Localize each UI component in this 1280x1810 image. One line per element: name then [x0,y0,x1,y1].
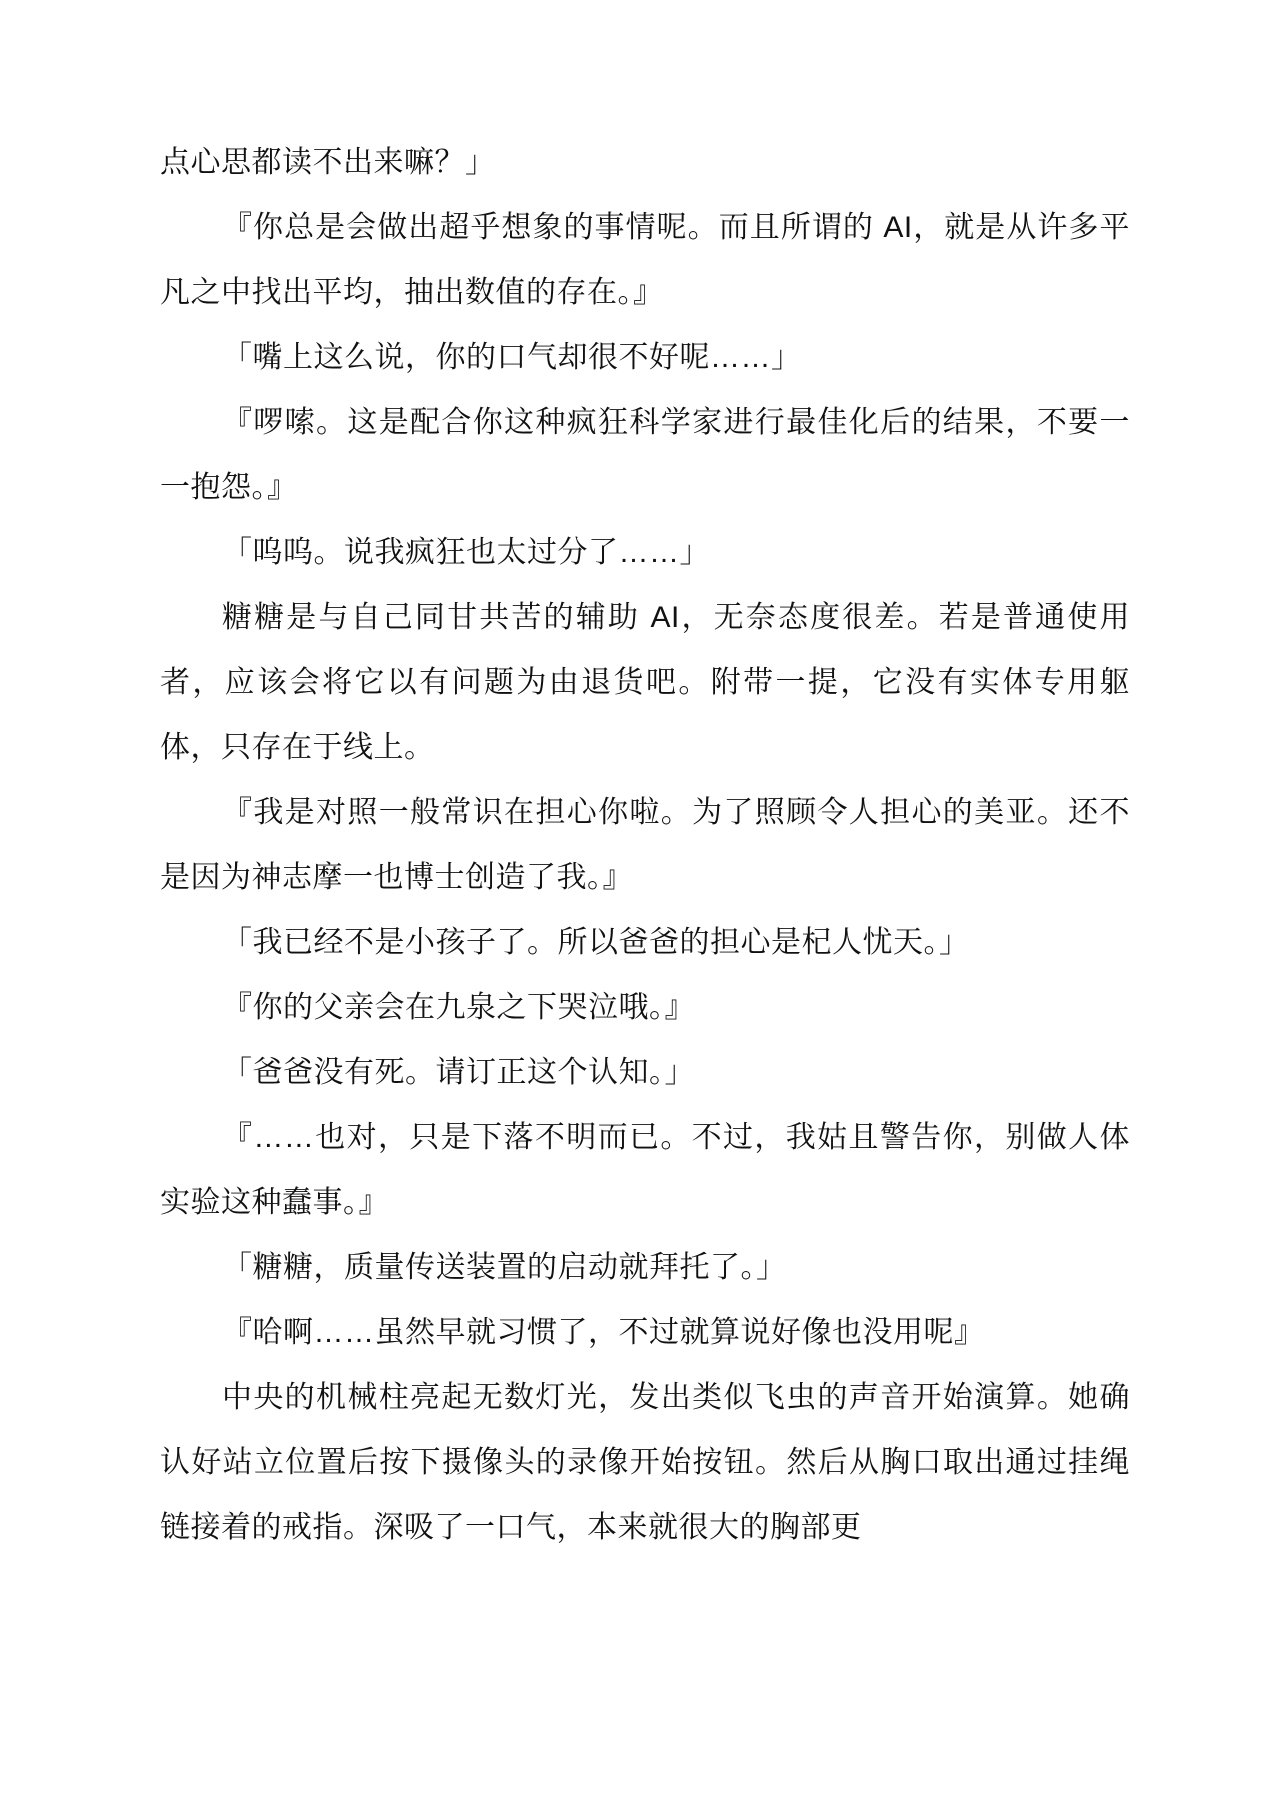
paragraph: 『……也对，只是下落不明而已。不过，我姑且警告你，别做人体实验这种蠢事。』 [160,1121,1130,1219]
paragraph: 「嘴上这么说，你的口气却很不好呢……」 [222,341,802,374]
paragraph: 「我已经不是小孩子了。所以爸爸的担心是杞人忧天。」 [222,926,970,959]
paragraph: 糖糖是与自己同甘共苦的辅助 AI，无奈态度很差。若是普通使用者，应该会将它以有问题为由退货吧。附带一提，它没有实体专用躯体，只存在于线上。 [160,601,1130,764]
paragraph: 「爸爸没有死。请订正这个认知。」 [222,1056,695,1089]
paragraph: 「糖糖，质量传送装置的启动就拜托了。」 [222,1251,787,1284]
paragraph: 『哈啊……虽然早就习惯了，不过就算说好像也没用呢』 [222,1316,985,1349]
paragraph: 『我是对照一般常识在担心你啦。为了照顾令人担心的美亚。还不是因为神志摩一也博士创造了我。』 [160,796,1130,894]
paragraph: 『你总是会做出超乎想象的事情呢。而且所谓的 AI，就是从许多平凡之中找出平均，抽出数值的存在。』 [160,211,1130,309]
paragraph: 中央的机械柱亮起无数灯光，发出类似飞虫的声音开始演算。她确认好站立位置后按下摄像头的录像开始按钮。然后从胸口取出通过挂绳链接着的戒指。深吸了一口气，本来就很大的胸部更 [160,1381,1130,1544]
paragraph: 『啰嗦。这是配合你这种疯狂科学家进行最佳化后的结果，不要一一抱怨。』 [160,406,1130,504]
paragraph: 「呜呜。说我疯狂也太过分了……」 [222,536,710,569]
paragraph: 点心思都读不出来嘛？」 [160,146,496,179]
paragraph: 『你的父亲会在九泉之下哭泣哦。』 [222,991,695,1024]
document-body [160,130,1130,1560]
